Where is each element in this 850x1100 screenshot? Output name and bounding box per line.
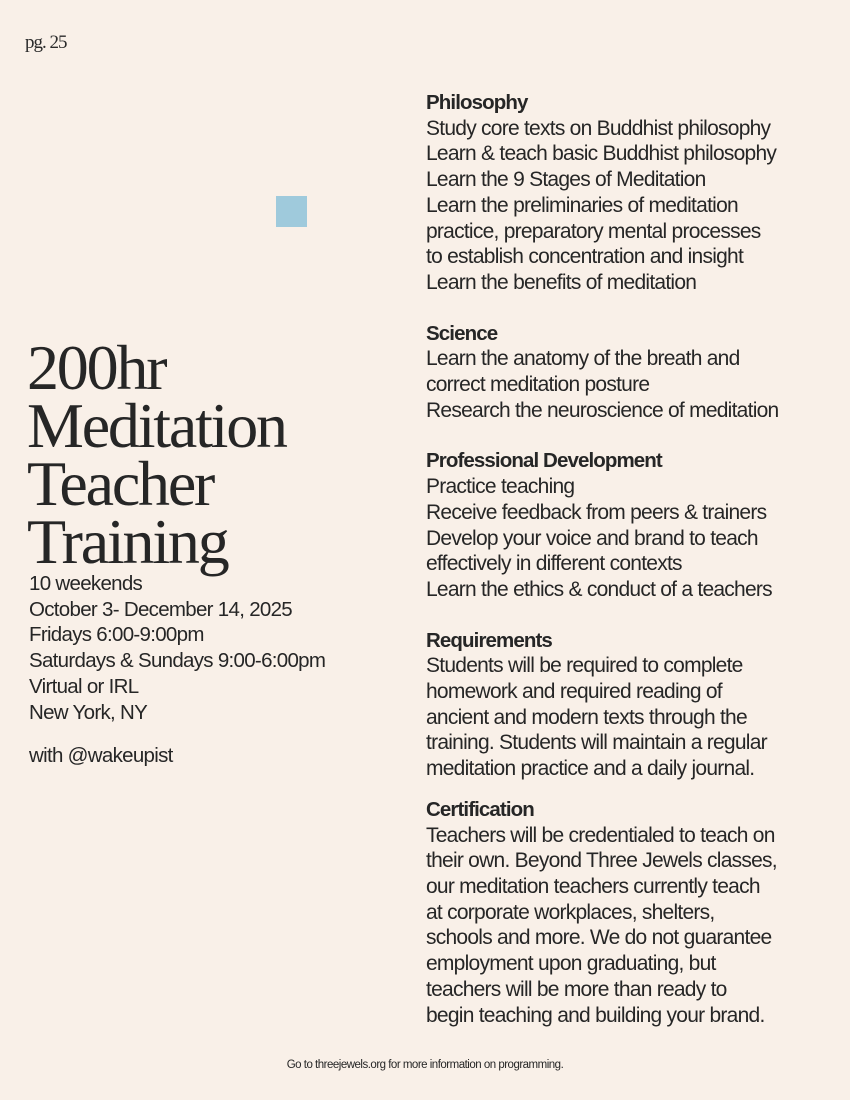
section-philosophy bbox=[426, 90, 836, 296]
detail-dates: October 3- December 14, 2025 bbox=[29, 597, 292, 621]
section-line: schools and more. We do not guarantee bbox=[426, 926, 772, 950]
section-line: Develop your voice and brand to teach bbox=[426, 526, 758, 550]
section-line: homework and required reading of bbox=[426, 680, 722, 704]
instructor-handle: with @wakeupist bbox=[29, 744, 173, 767]
section-line: employment upon graduating, but bbox=[426, 952, 716, 976]
detail-weekend-hours: Saturdays & Sundays 9:00-6:00pm bbox=[29, 649, 326, 673]
title-line: Training bbox=[27, 506, 228, 577]
section-line: their own. Beyond Three Jewels classes, bbox=[426, 849, 777, 873]
section-line: begin teaching and building your brand. bbox=[426, 1003, 765, 1027]
section-line: Learn the preliminaries of meditation bbox=[426, 193, 738, 217]
detail-fridays: Fridays 6:00-9:00pm bbox=[29, 623, 204, 647]
section-line: Research the neuroscience of meditation bbox=[426, 398, 779, 422]
page-number: pg. 25 bbox=[25, 32, 67, 53]
section-line: Learn the anatomy of the breath and bbox=[426, 347, 740, 371]
curriculum-column bbox=[426, 90, 836, 1028]
section-line: ancient and modern texts through the bbox=[426, 705, 747, 729]
section-title: Requirements bbox=[426, 628, 552, 652]
section-line: Receive feedback from peers & trainers bbox=[426, 500, 767, 524]
section-title: Philosophy bbox=[426, 91, 528, 114]
section-line: training. Students will maintain a regular bbox=[426, 731, 767, 755]
section-line: Learn & teach basic Buddhist philosophy bbox=[426, 142, 777, 166]
title-line: Teacher bbox=[27, 448, 214, 519]
section-professional-development bbox=[426, 448, 836, 602]
page-title bbox=[27, 332, 286, 577]
title-line: Meditation bbox=[27, 390, 286, 461]
section-requirements bbox=[426, 628, 836, 782]
section-line: Learn the 9 Stages of Meditation bbox=[426, 168, 706, 192]
section-line: Practice teaching bbox=[426, 475, 575, 499]
detail-weekends: 10 weekends bbox=[29, 572, 143, 595]
section-line: teachers will be more than ready to bbox=[426, 977, 727, 1001]
section-line: Learn the benefits of meditation bbox=[426, 270, 697, 294]
section-line: meditation practice and a daily journal. bbox=[426, 757, 755, 781]
section-line: practice, preparatory mental processes bbox=[426, 219, 761, 243]
section-line: Teachers will be credentialed to teach on bbox=[426, 823, 775, 847]
decorative-blue-square bbox=[276, 196, 307, 227]
detail-format: Virtual or IRL bbox=[29, 674, 139, 698]
section-certification bbox=[426, 797, 836, 1028]
section-line: effectively in different contexts bbox=[426, 552, 682, 576]
section-line: correct meditation posture bbox=[426, 373, 650, 397]
section-title: Science bbox=[426, 321, 498, 345]
section-line: Study core texts on Buddhist philosophy bbox=[426, 116, 771, 140]
detail-location: New York, NY bbox=[29, 700, 148, 724]
section-line: at corporate workplaces, shelters, bbox=[426, 900, 715, 924]
section-line: Students will be required to complete bbox=[426, 654, 743, 678]
program-details bbox=[29, 571, 325, 725]
section-title: Certification bbox=[426, 797, 534, 821]
section-title: Professional Development bbox=[426, 449, 662, 473]
title-line: 200hr bbox=[27, 332, 166, 403]
section-line: to establish concentration and insight bbox=[426, 245, 744, 269]
footer-note: Go to threejewels.org for more information on programming. bbox=[286, 1059, 564, 1071]
section-line: our meditation teachers currently teach bbox=[426, 874, 760, 898]
section-science bbox=[426, 321, 836, 424]
section-line: Learn the ethics & conduct of a teachers bbox=[426, 577, 772, 601]
